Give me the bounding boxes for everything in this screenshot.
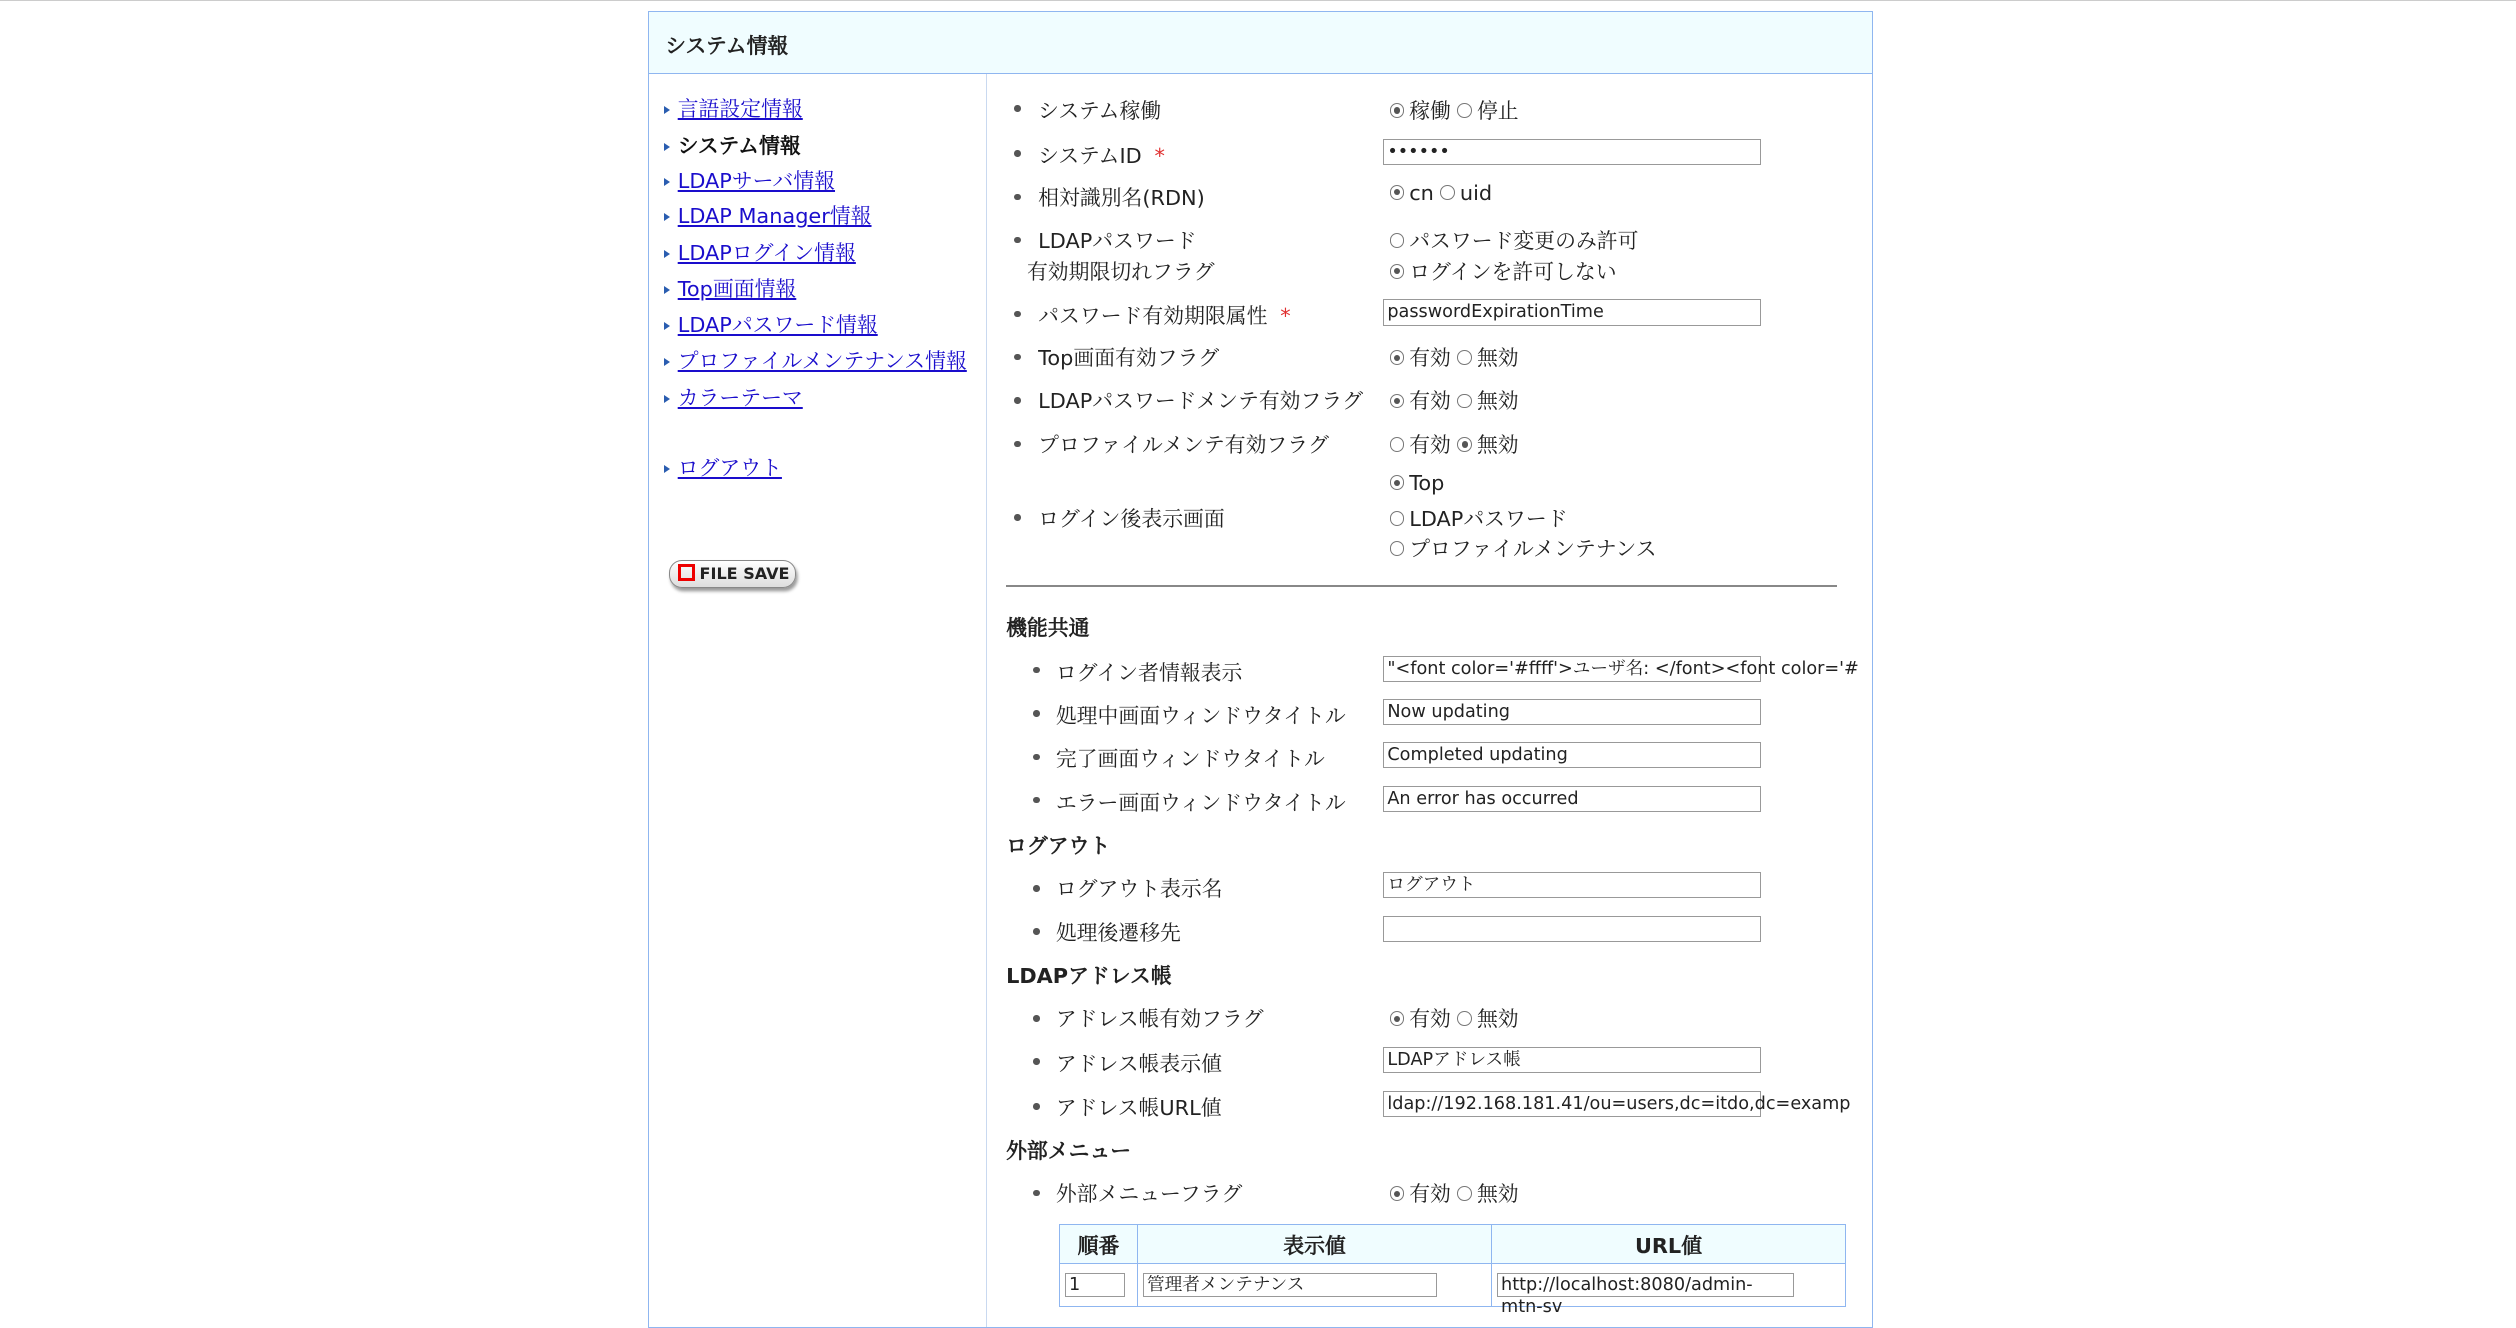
bullet xyxy=(1033,710,1039,716)
section-common: 機能共通 xyxy=(1006,615,1090,640)
bullet xyxy=(1033,1015,1039,1021)
section-logout: ログアウト xyxy=(1006,833,1111,858)
file-save-button[interactable] xyxy=(669,560,796,588)
label-pw-expire-2: 有効期限切れフラグ xyxy=(1026,259,1215,284)
section-external-menu: 外部メニュー xyxy=(1006,1138,1132,1163)
radio-label: LDAPパスワード xyxy=(1409,506,1568,531)
redirect-input[interactable] xyxy=(1383,916,1760,942)
link[interactable]: ログアウト xyxy=(677,456,782,481)
label-complete-title: 完了画面ウィンドウタイトル xyxy=(1055,747,1325,772)
radio-label: uid xyxy=(1459,180,1493,205)
label-logout-name: ログアウト表示名 xyxy=(1055,877,1223,902)
divider xyxy=(1006,585,1837,587)
triangle-icon xyxy=(664,178,670,186)
label-after-login: ログイン後表示画面 xyxy=(1038,506,1225,531)
triangle-icon xyxy=(664,213,670,221)
radio-label: 無効 xyxy=(1476,346,1519,371)
radio-label: 無効 xyxy=(1476,1182,1519,1207)
section-addressbook: LDAPアドレス帳 xyxy=(1006,963,1172,988)
link[interactable]: プロファイルメンテナンス情報 xyxy=(677,348,967,373)
bullet xyxy=(1033,667,1039,673)
label-text: システムID xyxy=(1038,143,1142,168)
radio-label: ログインを許可しない xyxy=(1409,259,1617,284)
col-display: 表示値 xyxy=(1138,1224,1492,1263)
link[interactable]: 言語設定情報 xyxy=(677,96,803,121)
after-login-profile[interactable] xyxy=(1383,532,1656,562)
complete-title-input[interactable]: Completed updating xyxy=(1383,742,1760,768)
radio-label: 無効 xyxy=(1476,389,1519,414)
label-addressbook-url: アドレス帳URL値 xyxy=(1055,1095,1222,1120)
radio-disabled[interactable] xyxy=(1457,1186,1472,1201)
radio-enabled[interactable] xyxy=(1390,1186,1405,1201)
bullet xyxy=(1014,311,1020,317)
label-pw-expire-1: LDAPパスワード xyxy=(1038,229,1197,254)
radio-label: 無効 xyxy=(1476,1007,1519,1032)
label-rdn: 相対識別名(RDN) xyxy=(1038,185,1205,210)
external-flag-radio-group[interactable] xyxy=(1383,1177,1518,1207)
profile-flag-radio-group[interactable] xyxy=(1383,428,1518,458)
label-redirect: 処理後遷移先 xyxy=(1055,920,1181,945)
radio-uid[interactable] xyxy=(1440,185,1455,200)
radio-label: パスワード変更のみ許可 xyxy=(1409,229,1639,254)
radio-disabled[interactable] xyxy=(1457,1011,1472,1026)
link[interactable]: Top画面情報 xyxy=(677,276,797,301)
bullet xyxy=(1033,797,1039,803)
display-input[interactable]: 管理者メンテナンス xyxy=(1143,1273,1437,1297)
sidebar-item-profile[interactable] xyxy=(664,344,967,374)
link[interactable]: LDAPサーバ情報 xyxy=(677,169,836,194)
label-system-id xyxy=(1038,139,1165,169)
after-login-ldap-password[interactable] xyxy=(1383,502,1567,532)
link[interactable]: LDAPパスワード情報 xyxy=(677,313,878,338)
addressbook-url-input[interactable]: ldap://192.168.181.41/ou=users,dc=itdo,dc=examp xyxy=(1383,1091,1760,1117)
top-flag-radio-group[interactable] xyxy=(1383,341,1518,371)
required-mark: * xyxy=(1280,304,1291,329)
radio-label: プロファイルメンテナンス xyxy=(1409,537,1657,562)
pw-attr-input[interactable]: passwordExpirationTime xyxy=(1383,299,1760,325)
radio[interactable] xyxy=(1390,511,1405,526)
sidebar-item-ldap-manager[interactable] xyxy=(664,199,872,229)
radio[interactable] xyxy=(1390,475,1405,490)
triangle-icon xyxy=(664,465,670,473)
triangle-icon xyxy=(664,143,670,151)
radio-label: cn xyxy=(1409,180,1434,205)
label-system-run: システム稼働 xyxy=(1038,99,1162,124)
after-login-top[interactable] xyxy=(1383,471,1444,495)
panel-header xyxy=(649,12,1872,74)
label-pw-attr xyxy=(1038,299,1291,329)
processing-title-input[interactable]: Now updating xyxy=(1383,699,1760,725)
bullet xyxy=(1014,441,1020,447)
bullet xyxy=(1014,150,1020,156)
triangle-icon xyxy=(664,250,670,258)
sidebar-item-system xyxy=(664,129,801,159)
error-title-input[interactable]: An error has occurred xyxy=(1383,786,1760,812)
radio-stop[interactable] xyxy=(1457,103,1472,118)
bullet xyxy=(1014,514,1020,520)
order-input[interactable]: 1 xyxy=(1065,1273,1125,1297)
radio-disabled[interactable] xyxy=(1457,394,1472,409)
label-top-flag: Top画面有効フラグ xyxy=(1038,346,1220,371)
radio-enabled[interactable] xyxy=(1390,394,1405,409)
sidebar xyxy=(649,74,987,1327)
sidebar-item-ldap-password[interactable] xyxy=(664,308,878,338)
radio-disabled[interactable] xyxy=(1457,437,1472,452)
required-mark: * xyxy=(1154,143,1165,168)
system-id-input[interactable]: •••••• xyxy=(1383,139,1760,165)
label-processing-title: 処理中画面ウィンドウタイトル xyxy=(1055,704,1346,728)
sidebar-item-ldap-login[interactable] xyxy=(664,236,856,266)
bullet xyxy=(1014,194,1020,200)
label-addressbook-display: アドレス帳表示値 xyxy=(1055,1052,1222,1077)
current-item: システム情報 xyxy=(677,133,801,158)
sidebar-item-color-theme[interactable] xyxy=(664,381,803,411)
radio-label: 無効 xyxy=(1476,432,1519,457)
table-header-row xyxy=(1060,1224,1846,1263)
sidebar-item-language[interactable] xyxy=(664,92,803,122)
bullet xyxy=(1033,754,1039,760)
radio-enabled[interactable] xyxy=(1390,350,1405,365)
bullet xyxy=(1014,237,1020,243)
sidebar-item-logout[interactable] xyxy=(664,451,782,481)
radio-enabled[interactable] xyxy=(1390,1011,1405,1026)
radio-label: Top xyxy=(1409,471,1445,496)
col-order: 順番 xyxy=(1060,1224,1138,1263)
radio-label: 有効 xyxy=(1409,389,1451,414)
rdn-radio-group[interactable] xyxy=(1383,181,1492,205)
label-addressbook-flag: アドレス帳有効フラグ xyxy=(1055,1007,1264,1032)
bullet xyxy=(1014,397,1020,403)
radio[interactable] xyxy=(1390,233,1405,248)
triangle-icon xyxy=(664,322,670,330)
pw-expire-option-1[interactable] xyxy=(1383,224,1638,254)
radio[interactable] xyxy=(1390,541,1405,556)
label-profile-flag: プロファイルメンテ有効フラグ xyxy=(1038,432,1329,457)
bullet xyxy=(1033,928,1039,934)
sidebar-item-top[interactable] xyxy=(664,272,797,302)
link[interactable]: LDAP Manager情報 xyxy=(677,204,872,229)
page-title: システム情報 xyxy=(665,34,789,59)
link[interactable]: カラーテーマ xyxy=(677,385,803,410)
label-external-flag: 外部メニューフラグ xyxy=(1055,1182,1243,1207)
ldap-pw-flag-radio-group[interactable] xyxy=(1383,384,1518,414)
addressbook-display-input[interactable]: LDAPアドレス帳 xyxy=(1383,1047,1760,1073)
cell xyxy=(1138,1264,1492,1307)
radio-label: 有効 xyxy=(1409,346,1451,371)
table-row xyxy=(1060,1264,1846,1307)
col-url: URL値 xyxy=(1492,1224,1846,1263)
bullet xyxy=(1033,1058,1039,1064)
bullet xyxy=(1033,1103,1039,1109)
addressbook-flag-radio-group[interactable] xyxy=(1383,1002,1518,1032)
triangle-icon xyxy=(664,358,670,366)
bullet xyxy=(1014,354,1020,360)
cell xyxy=(1492,1264,1846,1318)
triangle-icon xyxy=(664,395,670,403)
login-info-input[interactable]: "<font color='#ffff'>ユーザ名: </font><font color='# xyxy=(1383,656,1760,682)
radio-label: 有効 xyxy=(1409,1182,1451,1207)
radio-run[interactable] xyxy=(1390,103,1405,118)
sidebar-item-ldap-server[interactable] xyxy=(664,164,835,194)
radio-label: 稼働 xyxy=(1409,99,1451,124)
external-menu-table xyxy=(1059,1224,1846,1318)
system-run-radio-group[interactable] xyxy=(1383,94,1518,124)
triangle-icon xyxy=(664,286,670,294)
file-save-label: FILE SAVE xyxy=(699,564,790,584)
radio-disabled[interactable] xyxy=(1457,350,1472,365)
save-icon xyxy=(678,564,695,581)
radio-enabled[interactable] xyxy=(1390,437,1405,452)
logout-name-input[interactable]: ログアウト xyxy=(1383,872,1760,898)
link[interactable]: LDAPログイン情報 xyxy=(677,241,856,266)
radio-cn[interactable] xyxy=(1390,185,1405,200)
cell xyxy=(1060,1264,1138,1307)
label-ldap-pw-flag: LDAPパスワードメンテ有効フラグ xyxy=(1038,389,1364,414)
label-login-info: ログイン者情報表示 xyxy=(1055,660,1243,685)
url-input[interactable]: http://localhost:8080/admin-mtn-sv xyxy=(1497,1273,1794,1297)
pw-expire-option-2[interactable] xyxy=(1383,255,1616,285)
label-text: パスワード有効期限属性 xyxy=(1038,304,1268,329)
radio[interactable] xyxy=(1390,264,1405,279)
label-error-title: エラー画面ウィンドウタイトル xyxy=(1055,790,1346,815)
triangle-icon xyxy=(664,106,670,114)
bullet xyxy=(1014,105,1020,111)
radio-label: 有効 xyxy=(1409,432,1451,457)
bullet xyxy=(1033,885,1039,891)
radio-label: 停止 xyxy=(1476,99,1519,124)
radio-label: 有効 xyxy=(1409,1007,1451,1032)
